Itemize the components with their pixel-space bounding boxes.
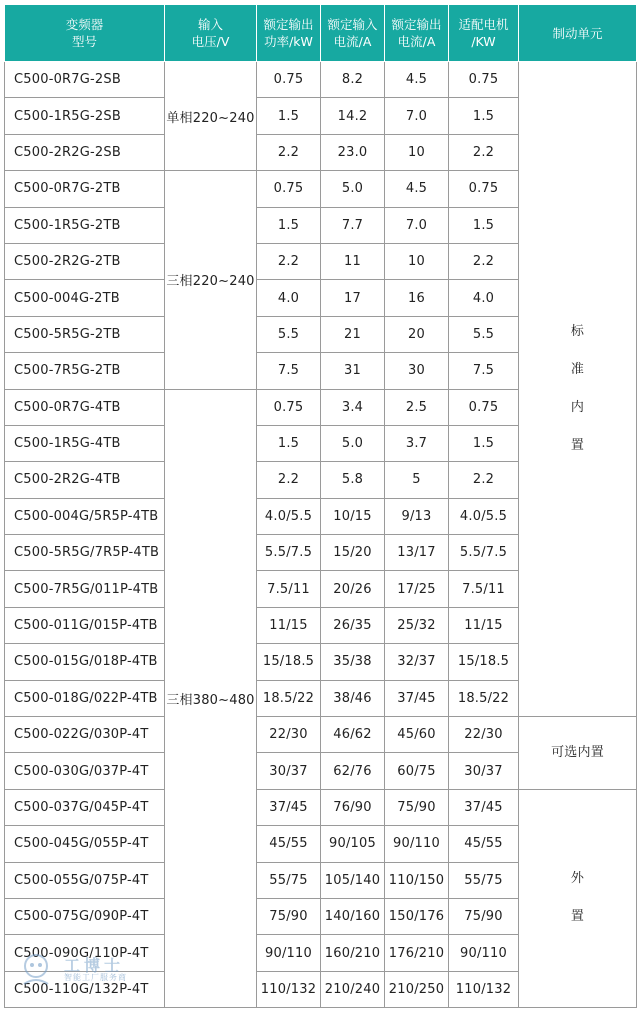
header-power-line2: 功率/kW <box>264 34 313 49</box>
brake-char: 内 <box>570 400 585 416</box>
model-cell: C500-1R5G-2TB <box>5 207 165 243</box>
model-cell: C500-0R7G-2TB <box>5 171 165 207</box>
table-row <box>5 62 637 98</box>
header-model-line2: 型号 <box>71 34 97 49</box>
input-current-cell: 38/46 <box>321 680 385 716</box>
model-cell: C500-090G/110P-4T <box>5 935 165 971</box>
input-current-cell: 23.0 <box>321 134 385 170</box>
output-current-cell: 110/150 <box>385 862 449 898</box>
header-input-current-line2: 电流/A <box>333 34 372 49</box>
motor-cell: 90/110 <box>449 935 519 971</box>
motor-cell: 11/15 <box>449 607 519 643</box>
model-cell: C500-055G/075P-4T <box>5 862 165 898</box>
model-cell: C500-1R5G-4TB <box>5 425 165 461</box>
power-cell: 15/18.5 <box>257 644 321 680</box>
power-cell: 37/45 <box>257 789 321 825</box>
power-cell: 110/132 <box>257 971 321 1007</box>
motor-cell: 0.75 <box>449 171 519 207</box>
power-cell: 75/90 <box>257 898 321 934</box>
power-cell: 2.2 <box>257 462 321 498</box>
power-cell: 5.5 <box>257 316 321 352</box>
header-output-current-line1: 额定输出 <box>391 17 442 32</box>
motor-cell: 75/90 <box>449 898 519 934</box>
header-brake-line1: 制动单元 <box>552 25 603 41</box>
power-cell: 30/37 <box>257 753 321 789</box>
motor-cell: 1.5 <box>449 425 519 461</box>
input-current-cell: 11 <box>321 243 385 279</box>
power-cell: 55/75 <box>257 862 321 898</box>
model-cell: C500-022G/030P-4T <box>5 717 165 753</box>
motor-cell: 4.0 <box>449 280 519 316</box>
header-model <box>5 5 165 62</box>
voltage-cell: 三相220~240 <box>165 171 257 389</box>
power-cell: 7.5/11 <box>257 571 321 607</box>
header-output-current-line2: 电流/A <box>397 34 436 49</box>
model-cell: C500-7R5G-2TB <box>5 353 165 389</box>
header-voltage-line1: 输入 <box>197 17 223 32</box>
output-current-cell: 45/60 <box>385 717 449 753</box>
model-cell: C500-037G/045P-4T <box>5 789 165 825</box>
power-cell: 90/110 <box>257 935 321 971</box>
motor-cell: 37/45 <box>449 789 519 825</box>
power-cell: 0.75 <box>257 171 321 207</box>
model-cell: C500-075G/090P-4T <box>5 898 165 934</box>
brake-char: 外 <box>570 871 585 887</box>
output-current-cell: 10 <box>385 243 449 279</box>
motor-cell: 2.2 <box>449 134 519 170</box>
header-voltage-line2: 电压/V <box>191 34 230 49</box>
motor-cell: 30/37 <box>449 753 519 789</box>
model-cell: C500-004G/5R5P-4TB <box>5 498 165 534</box>
power-cell: 18.5/22 <box>257 680 321 716</box>
output-current-cell: 210/250 <box>385 971 449 1007</box>
power-cell: 2.2 <box>257 243 321 279</box>
brake-text <box>551 734 604 772</box>
input-current-cell: 26/35 <box>321 607 385 643</box>
voltage-cell: 三相380~480 <box>165 389 257 1008</box>
brake-char: 置 <box>570 909 585 925</box>
motor-cell: 45/55 <box>449 826 519 862</box>
model-cell: C500-0R7G-4TB <box>5 389 165 425</box>
output-current-cell: 17/25 <box>385 571 449 607</box>
power-cell: 45/55 <box>257 826 321 862</box>
input-current-cell: 46/62 <box>321 717 385 753</box>
power-cell: 2.2 <box>257 134 321 170</box>
power-cell: 0.75 <box>257 62 321 98</box>
input-current-cell: 31 <box>321 353 385 389</box>
power-cell: 1.5 <box>257 207 321 243</box>
output-current-cell: 7.0 <box>385 207 449 243</box>
voltage-cell: 单相220~240 <box>165 62 257 171</box>
model-cell: C500-018G/022P-4TB <box>5 680 165 716</box>
brake-text <box>571 860 584 936</box>
input-current-cell: 5.0 <box>321 171 385 207</box>
model-cell: C500-2R2G-2TB <box>5 243 165 279</box>
motor-cell: 7.5/11 <box>449 571 519 607</box>
output-current-cell: 20 <box>385 316 449 352</box>
input-current-cell: 10/15 <box>321 498 385 534</box>
output-current-cell: 2.5 <box>385 389 449 425</box>
output-current-cell: 90/110 <box>385 826 449 862</box>
output-current-cell: 32/37 <box>385 644 449 680</box>
watermark-text: 工博士 <box>64 956 125 975</box>
output-current-cell: 30 <box>385 353 449 389</box>
output-current-cell: 3.7 <box>385 425 449 461</box>
motor-cell: 2.2 <box>449 243 519 279</box>
model-cell: C500-5R5G/7R5P-4TB <box>5 535 165 571</box>
table-body <box>5 62 637 1008</box>
power-cell: 11/15 <box>257 607 321 643</box>
input-current-cell: 3.4 <box>321 389 385 425</box>
input-current-cell: 20/26 <box>321 571 385 607</box>
input-current-cell: 105/140 <box>321 862 385 898</box>
input-current-cell: 7.7 <box>321 207 385 243</box>
brake-cell <box>519 789 637 1007</box>
model-cell: C500-045G/055P-4T <box>5 826 165 862</box>
header-motor <box>449 5 519 62</box>
input-current-cell: 62/76 <box>321 753 385 789</box>
header-power <box>257 5 321 62</box>
power-cell: 0.75 <box>257 389 321 425</box>
input-current-cell: 8.2 <box>321 62 385 98</box>
input-current-cell: 5.0 <box>321 425 385 461</box>
output-current-cell: 5 <box>385 462 449 498</box>
model-cell: C500-7R5G/011P-4TB <box>5 571 165 607</box>
motor-cell: 0.75 <box>449 62 519 98</box>
motor-cell: 0.75 <box>449 389 519 425</box>
power-cell: 1.5 <box>257 98 321 134</box>
model-cell: C500-5R5G-2TB <box>5 316 165 352</box>
input-current-cell: 160/210 <box>321 935 385 971</box>
motor-cell: 5.5/7.5 <box>449 535 519 571</box>
brake-char: 置 <box>570 438 585 454</box>
motor-cell: 7.5 <box>449 353 519 389</box>
model-cell: C500-1R5G-2SB <box>5 98 165 134</box>
motor-cell: 110/132 <box>449 971 519 1007</box>
model-cell: C500-011G/015P-4TB <box>5 607 165 643</box>
model-cell: C500-030G/037P-4T <box>5 753 165 789</box>
header-motor-line1: 适配电机 <box>458 17 509 32</box>
input-current-cell: 90/105 <box>321 826 385 862</box>
output-current-cell: 10 <box>385 134 449 170</box>
motor-cell: 18.5/22 <box>449 680 519 716</box>
table-row <box>5 717 637 753</box>
model-cell: C500-0R7G-2SB <box>5 62 165 98</box>
header-power-line1: 额定输出 <box>263 17 314 32</box>
brake-cell <box>519 62 637 717</box>
motor-cell: 55/75 <box>449 862 519 898</box>
motor-cell: 1.5 <box>449 207 519 243</box>
output-current-cell: 7.0 <box>385 98 449 134</box>
input-current-cell: 15/20 <box>321 535 385 571</box>
power-cell: 4.0 <box>257 280 321 316</box>
motor-cell: 22/30 <box>449 717 519 753</box>
power-cell: 5.5/7.5 <box>257 535 321 571</box>
model-cell: C500-004G-2TB <box>5 280 165 316</box>
brake-char: 可选内置 <box>551 744 604 760</box>
input-current-cell: 14.2 <box>321 98 385 134</box>
brake-char: 标 <box>570 324 585 340</box>
table-row <box>5 789 637 825</box>
header-output-current <box>385 5 449 62</box>
header-brake <box>519 5 637 62</box>
output-current-cell: 150/176 <box>385 898 449 934</box>
input-current-cell: 210/240 <box>321 971 385 1007</box>
header-input-current-line1: 额定输入 <box>327 17 378 32</box>
spec-table <box>4 4 637 1008</box>
model-cell: C500-110G/132P-4T <box>5 971 165 1007</box>
output-current-cell: 25/32 <box>385 607 449 643</box>
output-current-cell: 9/13 <box>385 498 449 534</box>
motor-cell: 5.5 <box>449 316 519 352</box>
input-current-cell: 21 <box>321 316 385 352</box>
watermark-subtext: 智能工厂服务商 <box>64 973 127 982</box>
output-current-cell: 176/210 <box>385 935 449 971</box>
output-current-cell: 75/90 <box>385 789 449 825</box>
input-current-cell: 76/90 <box>321 789 385 825</box>
power-cell: 7.5 <box>257 353 321 389</box>
motor-cell: 1.5 <box>449 98 519 134</box>
output-current-cell: 16 <box>385 280 449 316</box>
output-current-cell: 4.5 <box>385 171 449 207</box>
model-cell: C500-2R2G-2SB <box>5 134 165 170</box>
input-current-cell: 5.8 <box>321 462 385 498</box>
motor-cell: 4.0/5.5 <box>449 498 519 534</box>
header-voltage <box>165 5 257 62</box>
input-current-cell: 35/38 <box>321 644 385 680</box>
output-current-cell: 13/17 <box>385 535 449 571</box>
brake-cell <box>519 717 637 790</box>
model-cell: C500-015G/018P-4TB <box>5 644 165 680</box>
motor-cell: 15/18.5 <box>449 644 519 680</box>
output-current-cell: 4.5 <box>385 62 449 98</box>
header-motor-line2: /KW <box>471 34 496 49</box>
header-model-line1: 变频器 <box>65 17 104 32</box>
brake-char: 准 <box>570 362 585 378</box>
motor-cell: 2.2 <box>449 462 519 498</box>
output-current-cell: 37/45 <box>385 680 449 716</box>
power-cell: 1.5 <box>257 425 321 461</box>
input-current-cell: 140/160 <box>321 898 385 934</box>
input-current-cell: 17 <box>321 280 385 316</box>
power-cell: 22/30 <box>257 717 321 753</box>
model-cell: C500-2R2G-4TB <box>5 462 165 498</box>
header-input-current <box>321 5 385 62</box>
output-current-cell: 60/75 <box>385 753 449 789</box>
brake-text <box>571 313 584 465</box>
table-header <box>5 5 637 62</box>
power-cell: 4.0/5.5 <box>257 498 321 534</box>
